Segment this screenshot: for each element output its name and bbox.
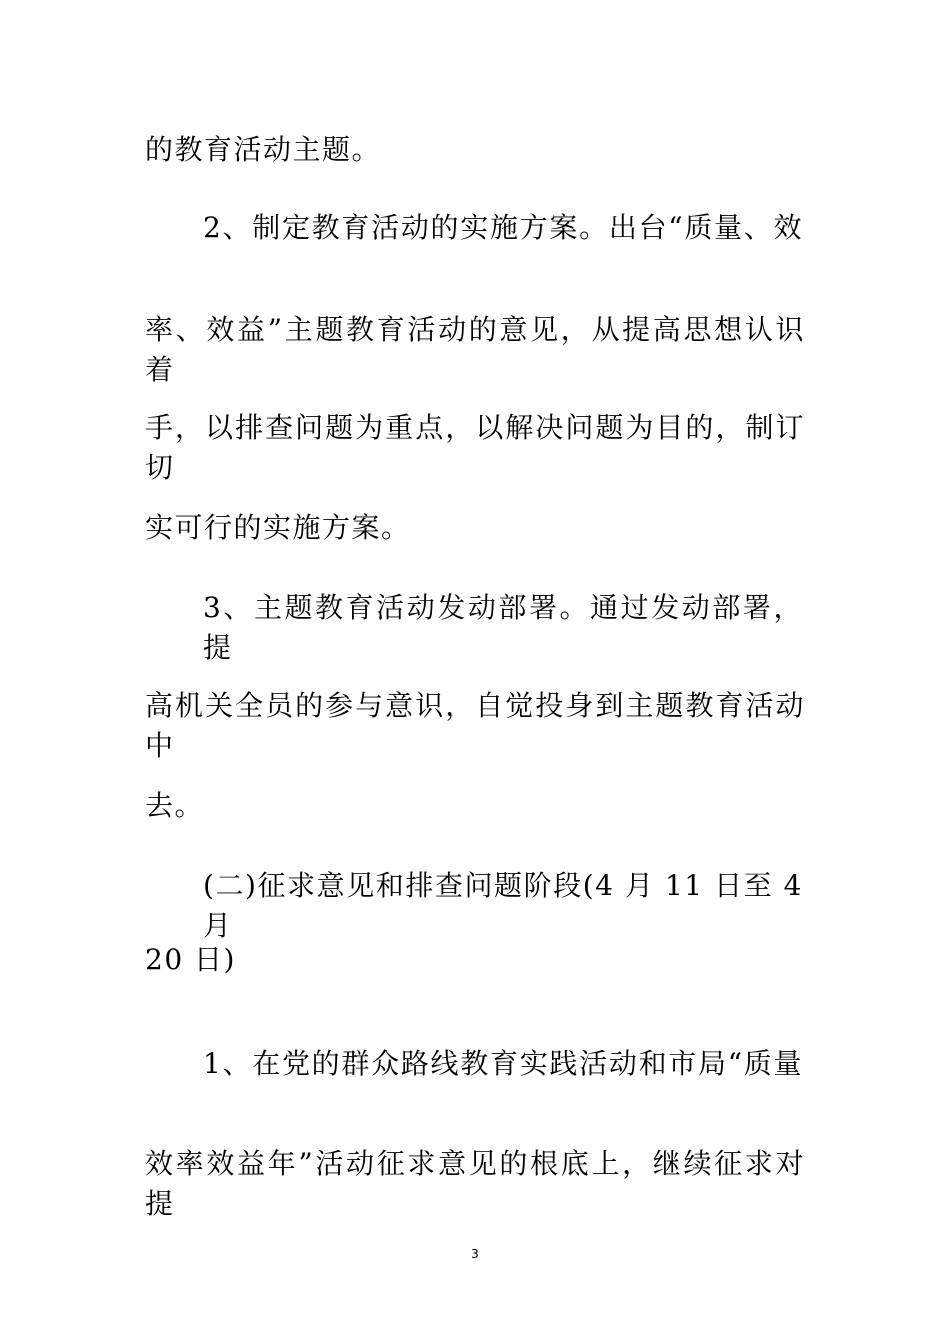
text-line-5: 实可行的实施方案。 xyxy=(145,511,411,544)
text-line-7: 高机关全员的参与意识，自觉投身到主题教育活动中 xyxy=(145,689,805,762)
section-heading-line-2: 20 日) xyxy=(145,943,236,976)
text-line-3: 率、效益”主题教育活动的意见，从提高思想认识着 xyxy=(145,313,805,386)
text-line-8: 去。 xyxy=(145,789,205,822)
text-line-6: 3、主题教育活动发动部署。通过发动部署，提 xyxy=(203,591,803,664)
text-line-12: 效率效益年”活动征求意见的根底上，继续征求对提 xyxy=(145,1147,805,1220)
text-line-4: 手，以排查问题为重点，以解决问题为目的，制订切 xyxy=(145,411,805,484)
text-line-1: 的教育活动主题。 xyxy=(145,133,382,166)
text-line-2: 2、制定教育活动的实施方案。出台“质量、效 xyxy=(203,211,803,244)
section-heading-line-1: (二)征求意见和排查问题阶段(4 月 11 日至 4 月 xyxy=(203,869,803,942)
page-number: 3 xyxy=(471,1247,479,1261)
text-line-11: 1、在党的群众路线教育实践活动和市局“质量 xyxy=(203,1047,803,1080)
